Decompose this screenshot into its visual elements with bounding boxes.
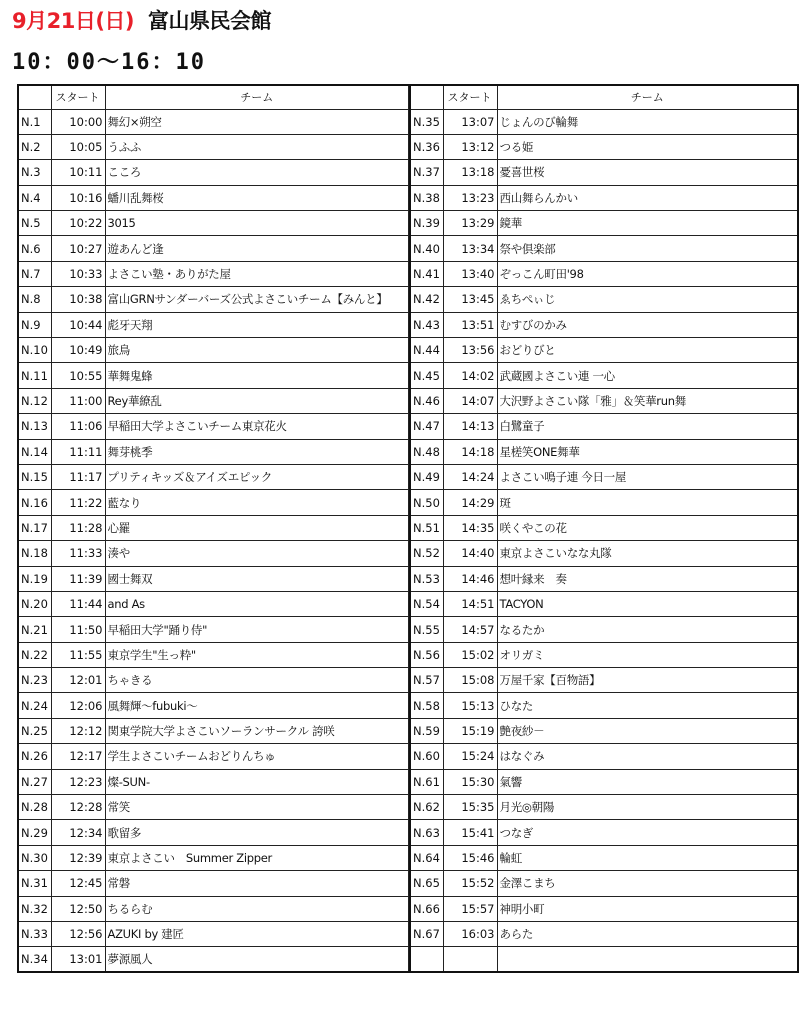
entry-number: N.25 [18,718,51,743]
entry-number: N.60 [410,744,443,769]
start-time: 15:08 [443,668,497,693]
start-time: 15:41 [443,820,497,845]
team-name: オリガミ [497,642,798,667]
team-name: 早稲田大学よさこいチーム東京花火 [105,414,409,439]
team-name: 遊あんど逢 [105,236,409,261]
table-row [410,871,798,896]
start-time: 12:01 [51,668,105,693]
team-name: むすびのかみ [497,312,798,337]
start-time: 15:30 [443,769,497,794]
team-name: 常笑 [105,795,409,820]
entry-number [410,947,443,972]
table-row [410,693,798,718]
table-row [410,795,798,820]
start-time: 12:17 [51,744,105,769]
entry-number: N.23 [18,668,51,693]
entry-number: N.26 [18,744,51,769]
entry-number: N.58 [410,693,443,718]
start-time: 10:00 [51,109,105,134]
start-time [443,947,497,972]
table-row [18,363,409,388]
table-row [18,515,409,540]
start-time: 15:52 [443,871,497,896]
team-name: ひなた [497,693,798,718]
entry-number: N.36 [410,134,443,159]
start-time: 11:11 [51,439,105,464]
table-row [18,160,409,185]
team-name: プリティキッズ＆アイズエピック [105,464,409,489]
table-row [410,845,798,870]
column-header-start: スタート [51,85,105,109]
team-name: 舞幻×朔空 [105,109,409,134]
team-name: 白鷺童子 [497,414,798,439]
start-time: 14:46 [443,566,497,591]
start-time: 13:12 [443,134,497,159]
team-name: よさこい鳴子連 今日一屋 [497,464,798,489]
table-row [410,718,798,743]
entry-number: N.40 [410,236,443,261]
entry-number: N.63 [410,820,443,845]
start-time: 12:12 [51,718,105,743]
table-row [18,922,409,947]
team-name: 旅鳥 [105,338,409,363]
team-name: 風舞輝～fubuki～ [105,693,409,718]
team-name [497,947,798,972]
start-time: 12:45 [51,871,105,896]
table-row [18,845,409,870]
table-row [18,388,409,413]
team-name: 神明小町 [497,896,798,921]
team-name: 斑 [497,490,798,515]
table-row [18,464,409,489]
table-row [18,185,409,210]
start-time: 14:24 [443,464,497,489]
table-row [410,185,798,210]
table-row [410,591,798,616]
entry-number: N.32 [18,896,51,921]
entry-number: N.43 [410,312,443,337]
start-time: 15:24 [443,744,497,769]
table-row [410,287,798,312]
entry-number: N.4 [18,185,51,210]
table-row [410,566,798,591]
team-name: 月光◎朝陽 [497,795,798,820]
schedule-table-left [17,84,409,973]
entry-number: N.56 [410,642,443,667]
table-row [410,236,798,261]
entry-number: N.30 [18,845,51,870]
team-name: よさこい塾・ありがた屋 [105,261,409,286]
start-time: 13:56 [443,338,497,363]
team-name: AZUKI by 建匠 [105,922,409,947]
table-row [410,109,798,134]
table-row [410,642,798,667]
team-name: 國士舞双 [105,566,409,591]
table-row [410,211,798,236]
team-name: 関東学院大学よさこいソーランサークル 誇咲 [105,718,409,743]
team-name: 輪虹 [497,845,798,870]
entry-number: N.1 [18,109,51,134]
team-name: 氣響 [497,769,798,794]
entry-number: N.20 [18,591,51,616]
schedule-body-right [410,109,798,972]
start-time: 16:03 [443,922,497,947]
column-header-start: スタート [443,85,497,109]
table-row [18,211,409,236]
start-time: 13:07 [443,109,497,134]
entry-number: N.9 [18,312,51,337]
start-time: 13:01 [51,947,105,972]
team-name: こころ [105,160,409,185]
start-time: 15:13 [443,693,497,718]
table-row [18,642,409,667]
entry-number: N.19 [18,566,51,591]
entry-number: N.45 [410,363,443,388]
entry-number: N.55 [410,617,443,642]
team-name: つる姫 [497,134,798,159]
entry-number: N.24 [18,693,51,718]
team-name: つなぎ [497,820,798,845]
table-header-row [410,85,798,109]
start-time: 10:38 [51,287,105,312]
table-row [410,363,798,388]
entry-number: N.15 [18,464,51,489]
team-name: Rey華繚乱 [105,388,409,413]
team-name: ぞっこん町田'98 [497,261,798,286]
start-time: 13:45 [443,287,497,312]
entry-number: N.64 [410,845,443,870]
entry-number: N.22 [18,642,51,667]
event-time-range: 10：00～16：10 [12,50,206,75]
team-name: 鏡華 [497,211,798,236]
table-row [18,134,409,159]
entry-number: N.6 [18,236,51,261]
entry-number: N.10 [18,338,51,363]
table-header-row [18,85,409,109]
start-time: 14:40 [443,541,497,566]
start-time: 13:29 [443,211,497,236]
team-name: 大沢野よさこい隊「雅」＆笑華run舞 [497,388,798,413]
team-name: 3015 [105,211,409,236]
entry-number: N.14 [18,439,51,464]
entry-number: N.48 [410,439,443,464]
table-row [18,490,409,515]
entry-number: N.65 [410,871,443,896]
table-row [410,312,798,337]
table-row [410,617,798,642]
start-time: 10:05 [51,134,105,159]
table-row [18,871,409,896]
start-time: 14:57 [443,617,497,642]
entry-number: N.37 [410,160,443,185]
entry-number: N.2 [18,134,51,159]
table-row [410,261,798,286]
entry-number: N.50 [410,490,443,515]
start-time: 12:56 [51,922,105,947]
start-time: 10:55 [51,363,105,388]
start-time: 11:44 [51,591,105,616]
team-name: 夢源風人 [105,947,409,972]
table-row [18,668,409,693]
start-time: 11:22 [51,490,105,515]
entry-number: N.7 [18,261,51,286]
start-time: 12:28 [51,795,105,820]
entry-number: N.66 [410,896,443,921]
start-time: 11:00 [51,388,105,413]
table-row [18,744,409,769]
table-row [18,414,409,439]
start-time: 15:02 [443,642,497,667]
team-name: 咲くやこの花 [497,515,798,540]
table-row [410,515,798,540]
team-name: 学生よさこいチームおどりんちゅ [105,744,409,769]
team-name: 憂喜世桜 [497,160,798,185]
team-name: 東京よさこい Summer Zipper [105,845,409,870]
table-row [410,744,798,769]
team-name: TACYON [497,591,798,616]
entry-number: N.12 [18,388,51,413]
table-row [410,896,798,921]
column-header-team: チーム [105,85,409,109]
team-name: 彪牙天翔 [105,312,409,337]
start-time: 14:51 [443,591,497,616]
entry-number: N.52 [410,541,443,566]
table-row [18,795,409,820]
team-name: ちゃきる [105,668,409,693]
start-time: 12:23 [51,769,105,794]
team-name: 燦-SUN- [105,769,409,794]
start-time: 14:35 [443,515,497,540]
team-name: おどりびと [497,338,798,363]
table-row [18,261,409,286]
entry-number: N.46 [410,388,443,413]
table-row [410,541,798,566]
start-time: 12:39 [51,845,105,870]
entry-number: N.33 [18,922,51,947]
entry-number: N.3 [18,160,51,185]
table-row [18,896,409,921]
table-row [18,591,409,616]
team-name: ゑちぺぃじ [497,287,798,312]
team-name: 祭や倶楽部 [497,236,798,261]
start-time: 14:02 [443,363,497,388]
table-row [18,566,409,591]
team-name: 東京学生"生っ粋" [105,642,409,667]
team-name: 富山GRNサンダーバーズ公式よさこいチーム【みんと】 [105,287,409,312]
entry-number: N.16 [18,490,51,515]
table-row [18,338,409,363]
table-row [410,439,798,464]
table-row [18,617,409,642]
start-time: 11:28 [51,515,105,540]
entry-number: N.51 [410,515,443,540]
schedule-body-left [18,109,409,972]
column-header-number [18,85,51,109]
entry-number: N.35 [410,109,443,134]
table-row [18,769,409,794]
start-time: 15:46 [443,845,497,870]
table-row [410,338,798,363]
entry-number: N.62 [410,795,443,820]
table-row [410,922,798,947]
team-name: 舞芽桃季 [105,439,409,464]
team-name: 華舞鬼蜂 [105,363,409,388]
entry-number: N.29 [18,820,51,845]
start-time: 14:18 [443,439,497,464]
team-name: ちるらむ [105,896,409,921]
team-name: なるたか [497,617,798,642]
entry-number: N.5 [18,211,51,236]
team-name: 西山舞らんかい [497,185,798,210]
start-time: 15:19 [443,718,497,743]
start-time: 13:34 [443,236,497,261]
team-name: 武蔵國よさこい連 一心 [497,363,798,388]
team-name: 藍なり [105,490,409,515]
entry-number: N.41 [410,261,443,286]
table-row [410,464,798,489]
table-row [410,388,798,413]
start-time: 10:33 [51,261,105,286]
entry-number: N.21 [18,617,51,642]
team-name: あらた [497,922,798,947]
start-time: 10:27 [51,236,105,261]
start-time: 14:13 [443,414,497,439]
start-time: 11:17 [51,464,105,489]
entry-number: N.49 [410,464,443,489]
entry-number: N.31 [18,871,51,896]
start-time: 14:29 [443,490,497,515]
start-time: 13:51 [443,312,497,337]
entry-number: N.28 [18,795,51,820]
entry-number: N.17 [18,515,51,540]
start-time: 12:34 [51,820,105,845]
team-name: 東京よさこいなな丸隊 [497,541,798,566]
start-time: 10:22 [51,211,105,236]
table-row [410,769,798,794]
team-name: 心羅 [105,515,409,540]
entry-number: N.27 [18,769,51,794]
column-header-team: チーム [497,85,798,109]
team-name: 万屋千家【百物語】 [497,668,798,693]
table-row [410,668,798,693]
table-row [18,718,409,743]
entry-number: N.38 [410,185,443,210]
team-name: 湊や [105,541,409,566]
entry-number: N.47 [410,414,443,439]
team-name: うふふ [105,134,409,159]
entry-number: N.8 [18,287,51,312]
table-row [18,541,409,566]
team-name: じょんのび輪舞 [497,109,798,134]
entry-number: N.42 [410,287,443,312]
entry-number: N.34 [18,947,51,972]
table-row [18,820,409,845]
team-name: 早稲田大学"踊り侍" [105,617,409,642]
event-header [12,6,271,36]
entry-number: N.67 [410,922,443,947]
entry-number: N.44 [410,338,443,363]
team-name: 星槎笑ONE舞華 [497,439,798,464]
start-time: 12:50 [51,896,105,921]
start-time: 15:57 [443,896,497,921]
event-venue: 富山県民会館 [148,9,272,33]
team-name: and As [105,591,409,616]
entry-number: N.61 [410,769,443,794]
column-header-number [410,85,443,109]
start-time: 10:11 [51,160,105,185]
team-name: 歌留多 [105,820,409,845]
team-name: 艶夜紗－ [497,718,798,743]
table-row [18,947,409,972]
entry-number: N.57 [410,668,443,693]
start-time: 11:55 [51,642,105,667]
team-name: 想叶縁来 奏 [497,566,798,591]
entry-number: N.39 [410,211,443,236]
table-row [18,287,409,312]
entry-number: N.18 [18,541,51,566]
start-time: 12:06 [51,693,105,718]
start-time: 11:33 [51,541,105,566]
entry-number: N.11 [18,363,51,388]
table-row [410,947,798,972]
table-row [18,236,409,261]
table-row [410,820,798,845]
entry-number: N.13 [18,414,51,439]
start-time: 14:07 [443,388,497,413]
start-time: 13:18 [443,160,497,185]
table-row [18,693,409,718]
start-time: 13:40 [443,261,497,286]
start-time: 15:35 [443,795,497,820]
table-row [18,312,409,337]
start-time: 10:44 [51,312,105,337]
entry-number: N.54 [410,591,443,616]
table-row [410,160,798,185]
team-name: 蟠川乱舞桜 [105,185,409,210]
table-row [410,134,798,159]
start-time: 11:39 [51,566,105,591]
table-row [18,109,409,134]
team-name: はなぐみ [497,744,798,769]
start-time: 10:16 [51,185,105,210]
schedule-table-right [409,84,799,973]
table-row [410,414,798,439]
table-row [410,490,798,515]
start-time: 11:06 [51,414,105,439]
start-time: 10:49 [51,338,105,363]
start-time: 11:50 [51,617,105,642]
team-name: 常磐 [105,871,409,896]
entry-number: N.53 [410,566,443,591]
table-row [18,439,409,464]
entry-number: N.59 [410,718,443,743]
team-name: 金澤こまち [497,871,798,896]
event-date: 9月21日(日) [12,9,135,33]
start-time: 13:23 [443,185,497,210]
